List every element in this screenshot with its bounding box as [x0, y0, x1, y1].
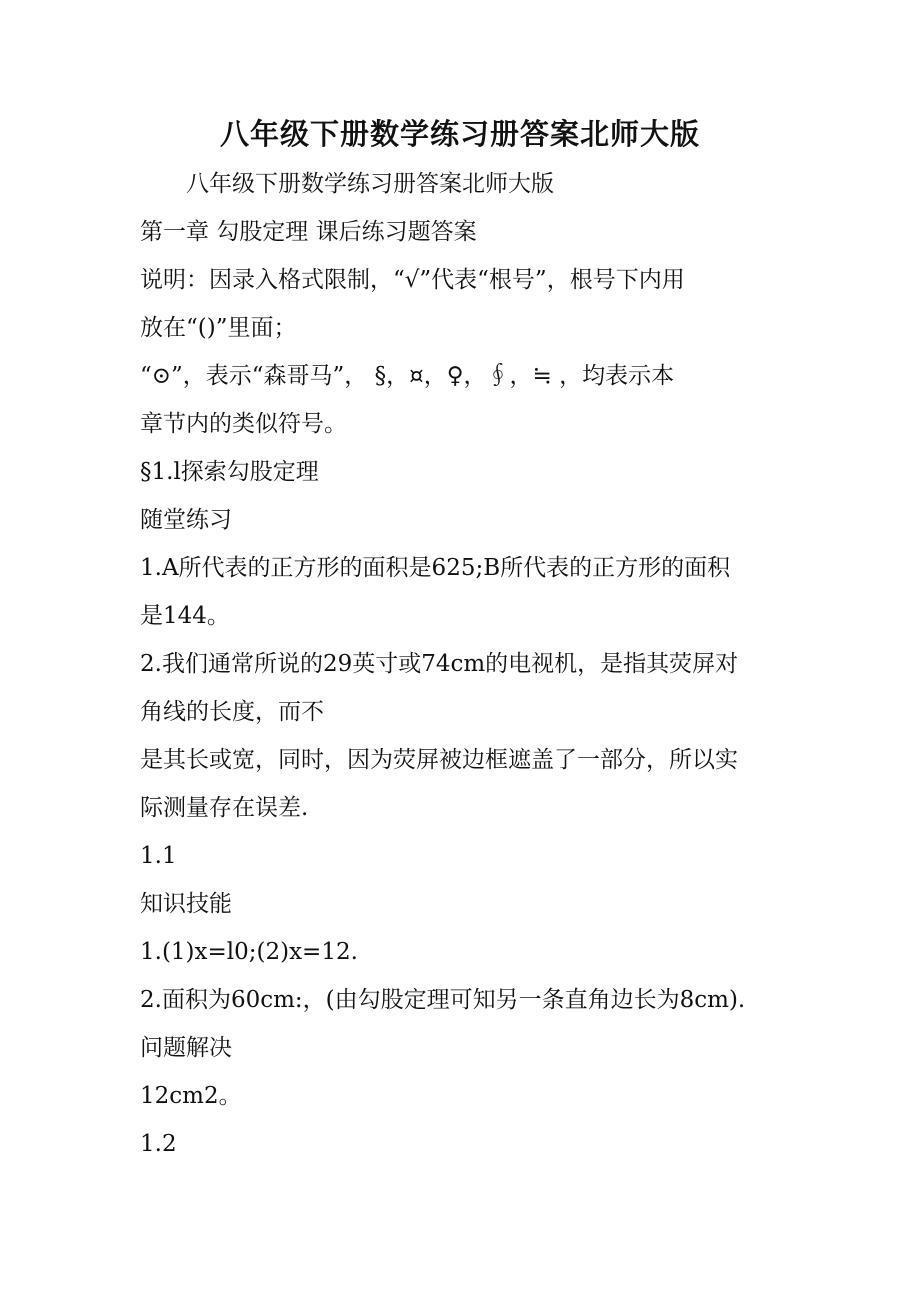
text-line: 2.面积为60cm:，(由勾股定理可知另一条直角边长为8cm). — [140, 987, 746, 1013]
section-number: 1.1 — [140, 843, 177, 869]
section-heading: §1.l探索勾股定理 — [140, 459, 319, 485]
text-line: 是其长或宽，同时，因为荧屏被边框遮盖了一部分，所以实 — [140, 747, 738, 773]
text-line: “⊙”，表示“森哥马”， §，¤，♀，∮，≒ ，均表示本 — [140, 363, 675, 389]
text-line: 际测量存在误差. — [140, 795, 309, 821]
text-line: 12cm2。 — [140, 1083, 242, 1109]
text-line: 章节内的类似符号。 — [140, 411, 347, 437]
subsection-heading: 知识技能 — [140, 891, 232, 917]
text-line: 角线的长度，而不 — [140, 699, 324, 725]
text-line: 1.A所代表的正方形的面积是625;B所代表的正方形的面积 — [140, 555, 731, 581]
text-line: 2.我们通常所说的29英寸或74cm的电视机，是指其荧屏对 — [140, 651, 739, 677]
document-title: 八年级下册数学练习册答案北师大版 — [219, 117, 700, 151]
chapter-heading: 第一章 勾股定理 课后练习题答案 — [140, 219, 477, 245]
subtitle-line: 八年级下册数学练习册答案北师大版 — [186, 171, 554, 197]
text-line: 1.(1)x=l0;(2)x=12. — [140, 939, 358, 965]
text-line: 是144。 — [140, 603, 230, 629]
text-line: 放在“()”里面； — [140, 315, 297, 341]
subsection-heading: 随堂练习 — [140, 507, 232, 533]
section-number: 1.2 — [140, 1131, 177, 1157]
subsection-heading: 问题解决 — [140, 1035, 232, 1061]
text-line: 说明：因录入格式限制，“√”代表“根号”，根号下内用 — [140, 267, 685, 293]
